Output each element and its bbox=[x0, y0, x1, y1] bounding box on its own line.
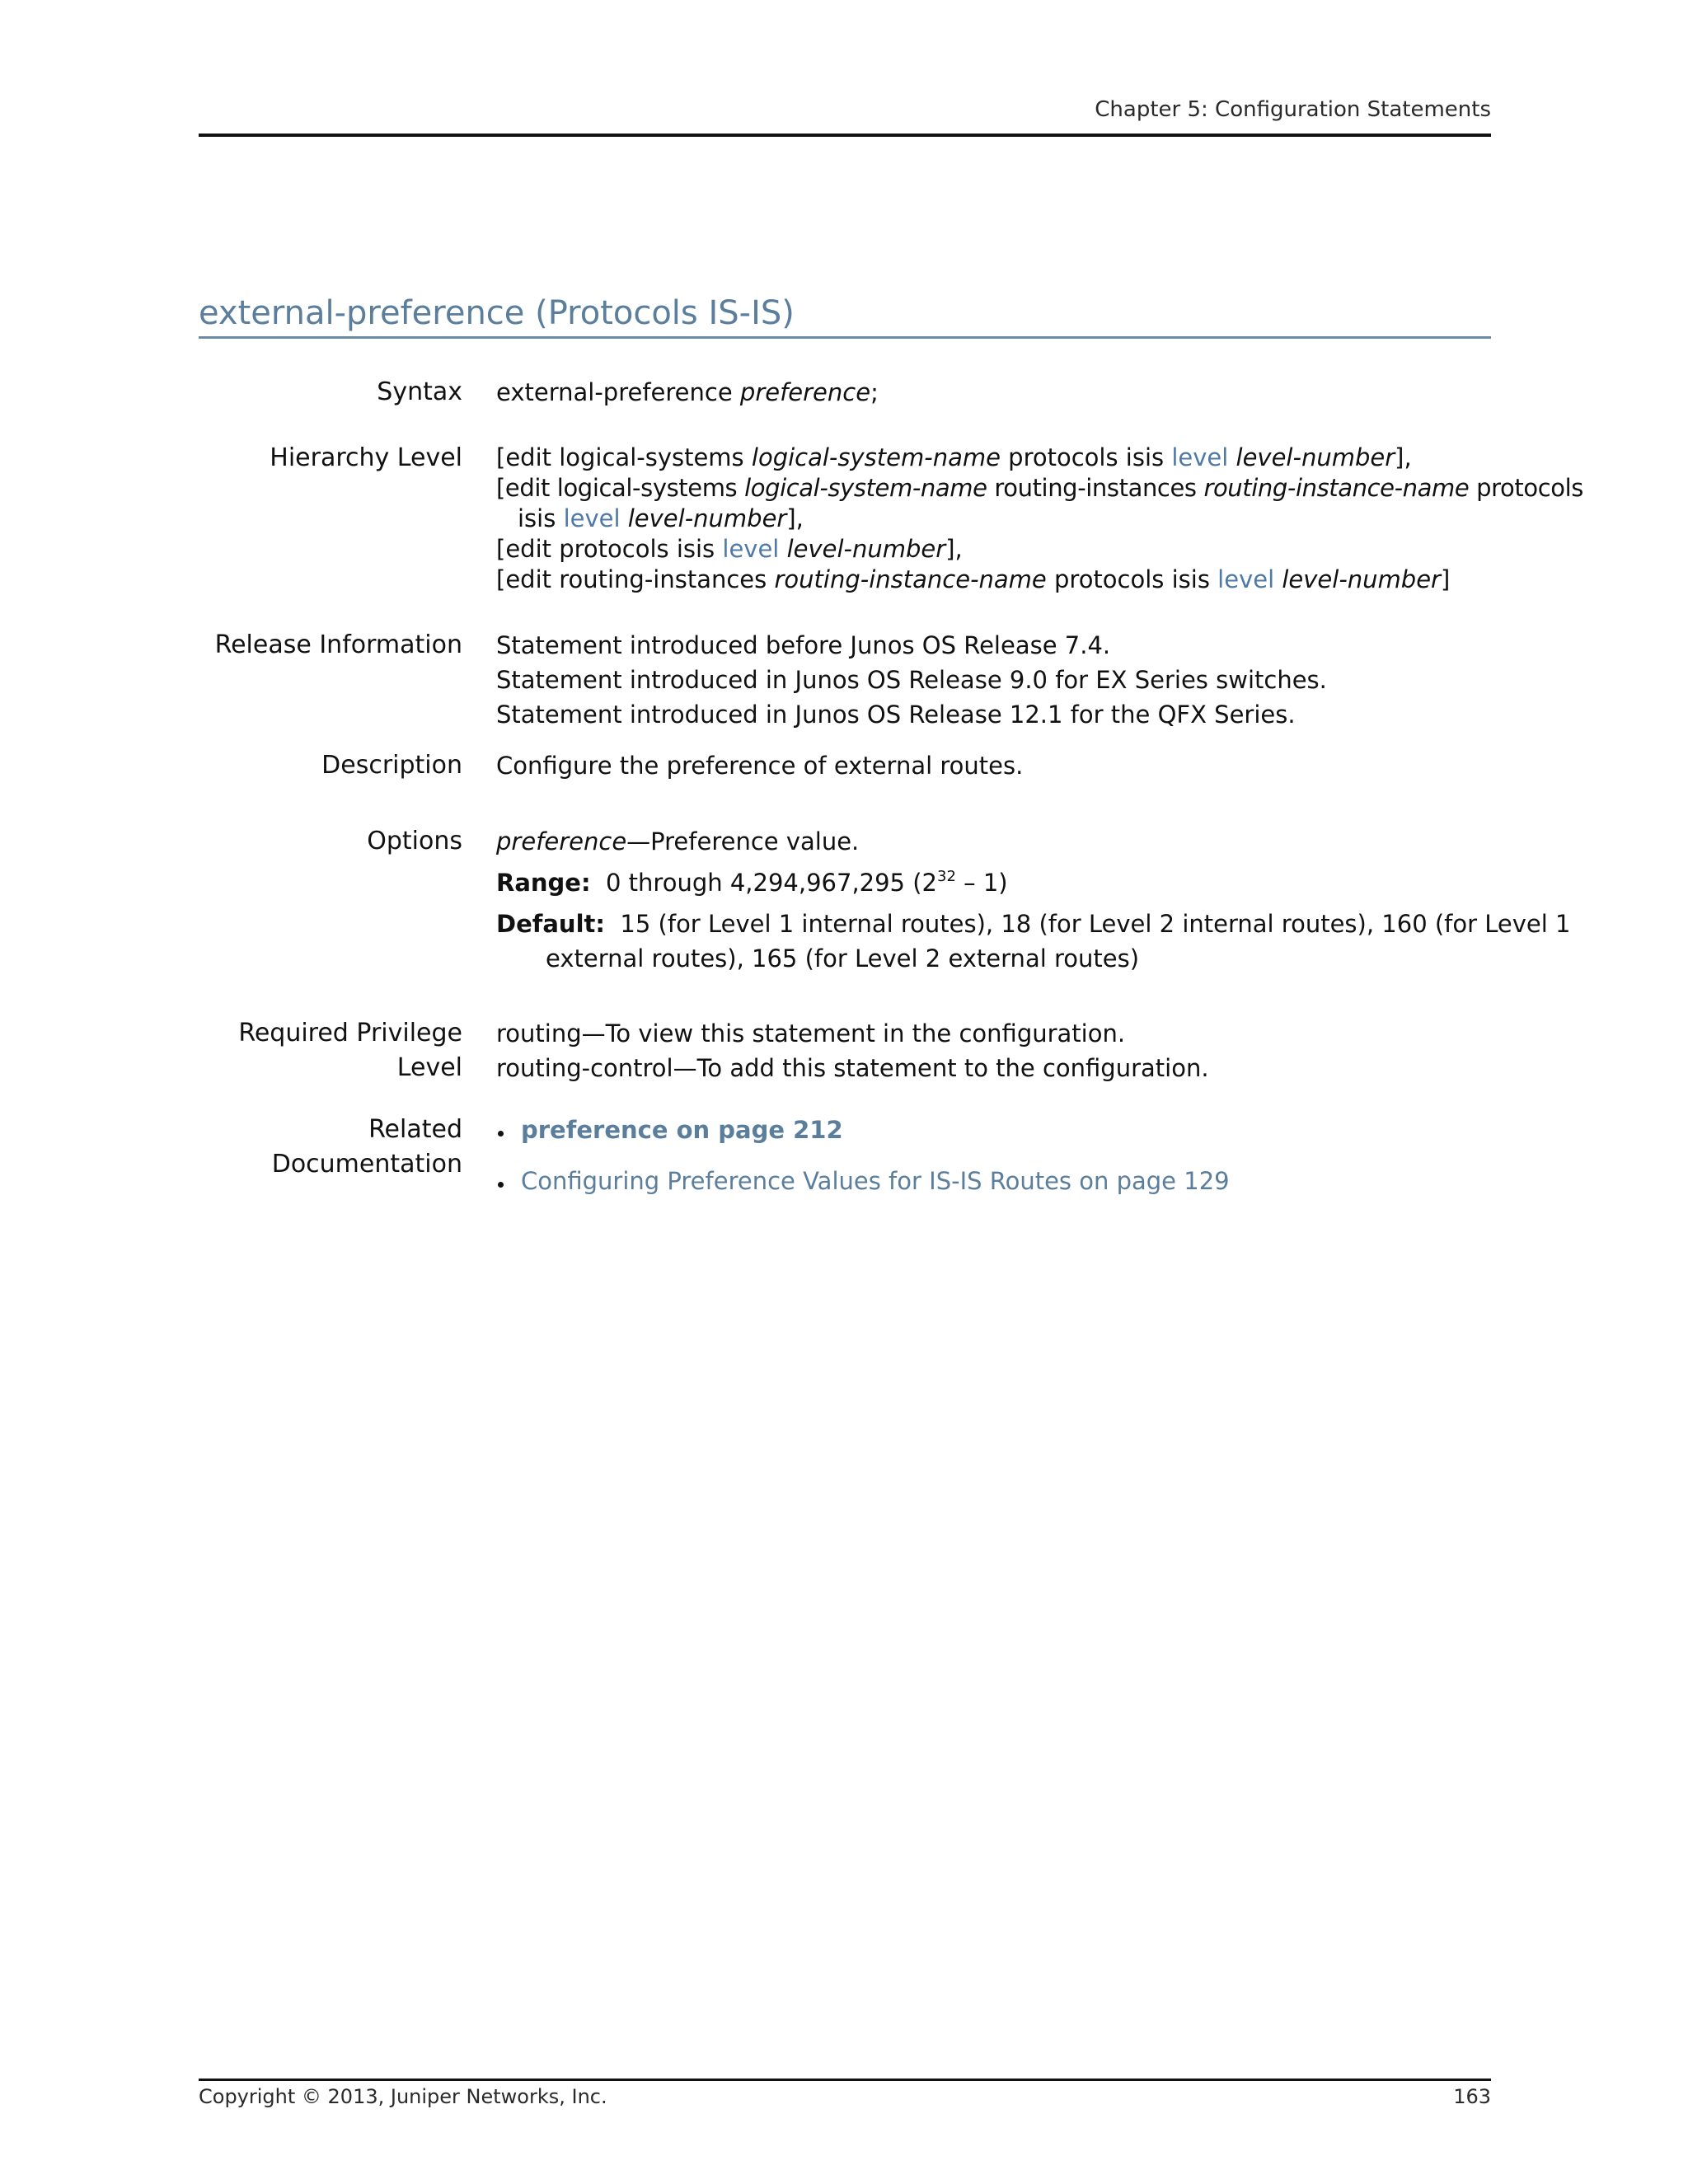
syntax-argument: preference bbox=[739, 378, 871, 406]
privilege-line: routing—To view this statement in the configuration. bbox=[496, 1019, 1126, 1047]
syntax-label: Syntax bbox=[377, 377, 462, 406]
page-title: external-preference (Protocols IS-IS) bbox=[199, 294, 795, 332]
related-content bbox=[496, 1113, 1491, 1215]
release-label: Release Information bbox=[214, 630, 462, 659]
page-number: 163 bbox=[1453, 2085, 1491, 2108]
privilege-label: Required Privilege Level bbox=[238, 1019, 462, 1082]
hierarchy-label: Hierarchy Level bbox=[270, 443, 462, 472]
syntax-content bbox=[496, 375, 1491, 410]
header-rule bbox=[199, 134, 1491, 137]
range-label: Range: bbox=[496, 869, 591, 897]
options-label: Options bbox=[367, 827, 462, 855]
release-content bbox=[496, 628, 1491, 732]
description-text: Configure the preference of external routes. bbox=[496, 752, 1024, 780]
related-item bbox=[496, 1113, 1491, 1147]
description-label: Description bbox=[321, 751, 462, 780]
related-link-configuring-preference[interactable]: Configuring Preference Values for IS-IS Routes on page 129 bbox=[521, 1167, 1230, 1195]
hierarchy-line-3: isis level level-number], bbox=[518, 504, 804, 532]
hierarchy-content bbox=[496, 443, 1583, 595]
related-label: Related Documentation bbox=[271, 1115, 462, 1179]
level-keyword: level bbox=[563, 504, 621, 532]
release-line: Statement introduced in Junos OS Release 9.0 for EX Series switches. bbox=[496, 666, 1327, 694]
option-preference: preference—Preference value. bbox=[496, 827, 860, 855]
hierarchy-line-5: [edit routing-instances routing-instance-name protocols isis level level-number] bbox=[496, 565, 1451, 593]
option-default: Default: 15 (for Level 1 internal routes), 18 (for Level 2 internal routes), 160 (for Level 1 bbox=[496, 910, 1571, 938]
copyright: Copyright © 2013, Juniper Networks, Inc. bbox=[199, 2085, 607, 2108]
privilege-line: routing-control—To add this statement to the configuration. bbox=[496, 1054, 1209, 1082]
level-keyword: level bbox=[1171, 443, 1229, 471]
exponent: 32 bbox=[937, 868, 956, 885]
related-item bbox=[496, 1164, 1491, 1198]
syntax-end: ; bbox=[870, 378, 879, 406]
level-keyword: level bbox=[722, 535, 780, 563]
options-content bbox=[496, 824, 1571, 976]
hierarchy-line-2: [edit logical-systems logical-system-name routing-instances routing-instance-name protocols bbox=[496, 474, 1583, 502]
hierarchy-line-1: [edit logical-systems logical-system-name protocols isis level level-number], bbox=[496, 443, 1412, 471]
release-line: Statement introduced before Junos OS Release 7.4. bbox=[496, 631, 1111, 659]
option-range: Range: 0 through 4,294,967,295 $(2^{32} - 1)$ bbox=[496, 868, 1008, 897]
related-link-preference[interactable]: preference on page 212 bbox=[521, 1116, 843, 1144]
chapter-header: Chapter 5: Configuration Statements bbox=[1095, 97, 1491, 122]
release-line: Statement introduced in Junos OS Release 12.1 for the QFX Series. bbox=[496, 701, 1296, 729]
default-label: Default: bbox=[496, 910, 605, 938]
level-keyword: level bbox=[1217, 565, 1275, 593]
footer-rule bbox=[199, 2079, 1491, 2081]
option-name: preference bbox=[496, 827, 627, 855]
hierarchy-line-4: [edit protocols isis level level-number], bbox=[496, 535, 963, 563]
syntax-command: external-preference bbox=[496, 378, 733, 406]
option-default-continued: external routes), 165 (for Level 2 external routes) bbox=[546, 944, 1140, 972]
title-rule bbox=[199, 336, 1491, 339]
privilege-content bbox=[496, 1016, 1491, 1085]
